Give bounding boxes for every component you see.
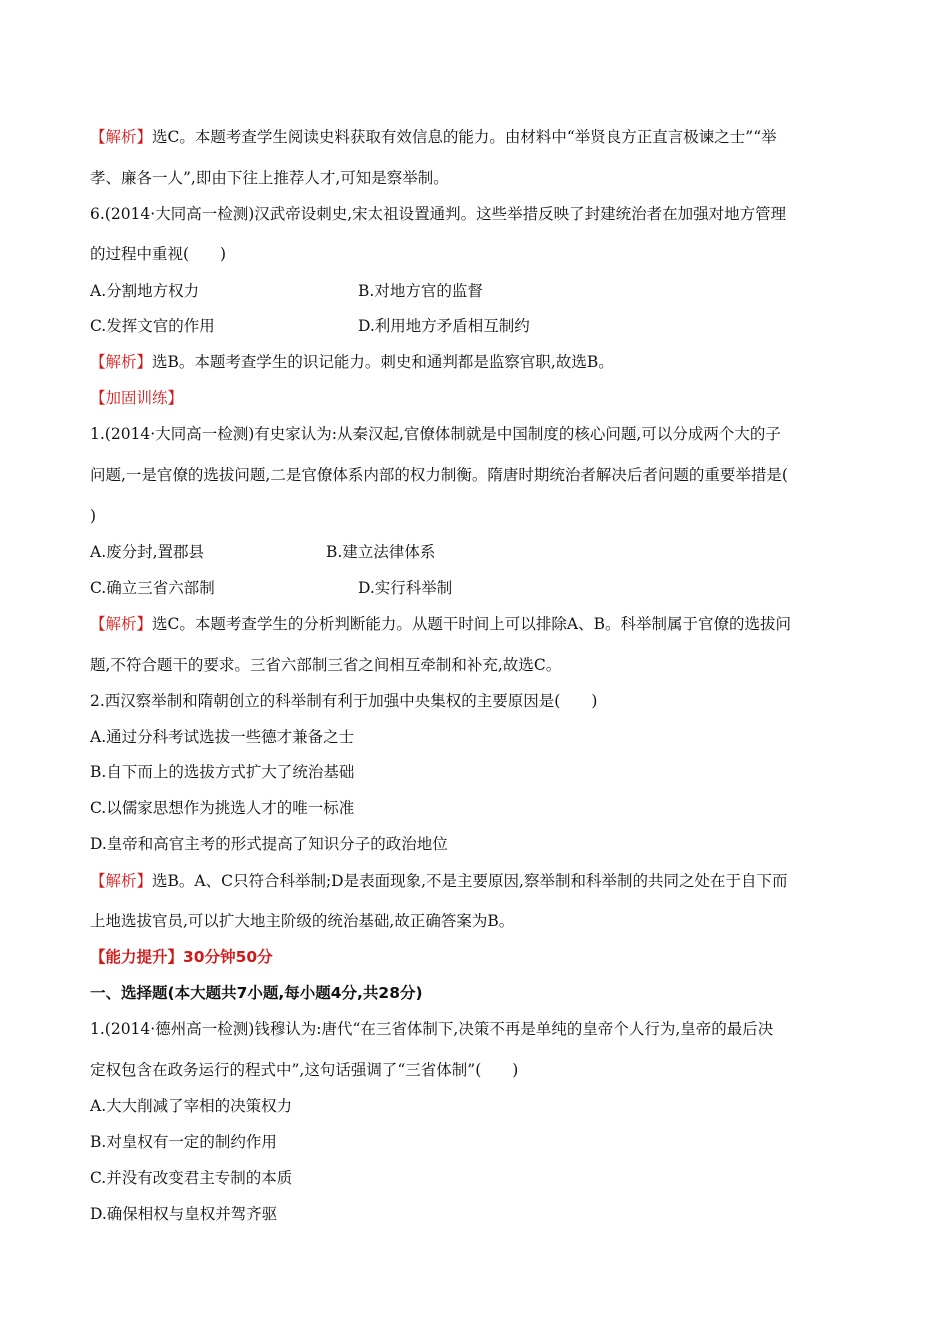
option-a: A.通过分科考试选拔一些德才兼备之士 [90,728,355,746]
ability-marker: 【能力提升】 [90,948,184,966]
option-b: B.对地方官的监督 [358,282,483,300]
option-c: C.发挥文官的作用 [90,317,215,335]
option-c: C.确立三省六部制 [90,579,215,597]
analysis-marker: 【解析】 [90,353,153,371]
analysis-line [90,871,787,891]
analysis-marker: 【解析】 [90,128,153,146]
option-d: D.确保相权与皇权并驾齐驱 [90,1205,278,1223]
analysis-line [90,614,791,634]
option-d: D.皇帝和高官主考的形式提高了知识分子的政治地位 [90,835,448,853]
analysis-continuation: 孝、廉各一人”,即由下往上推荐人才,可知是察举制。 [90,169,449,187]
question-stem-continuation: ) [90,507,97,525]
option-b: B.建立法律体系 [326,543,436,561]
option-a: A.废分封,置郡县 [90,543,205,561]
option-b: B.自下而上的选拔方式扩大了统治基础 [90,763,355,781]
question-stem-continuation: 的过程中重视( ) [90,245,227,263]
option-b: B.对皇权有一定的制约作用 [90,1133,277,1151]
analysis-line [90,352,614,372]
question-stem: 1.(2014·大同高一检测)有史家认为:从秦汉起,官僚体制就是中国制度的核心问题,可以分成两个大的子 [90,425,781,443]
option-d: D.实行科举制 [358,579,453,597]
question-stem-continuation: 定权包含在政务运行的程式中”,这句话强调了“三省体制”( ) [90,1061,519,1079]
option-a: A.分割地方权力 [90,282,200,300]
question-stem: 6.(2014·大同高一检测)汉武帝设刺史,宋太祖设置通判。这些举措反映了封建统治者在加强对地方管理 [90,205,787,223]
option-a: A.大大削减了宰相的决策权力 [90,1097,293,1115]
analysis-text: 选B。A、C只符合科举制;D是表面现象,不是主要原因,察举制和科举制的共同之处在于自下而 [152,872,788,890]
analysis-marker: 【解析】 [90,615,153,633]
option-c: C.以儒家思想作为挑选人才的唯一标准 [90,799,355,817]
analysis-continuation: 题,不符合题干的要求。三省六部制三省之间相互牵制和补充,故选C。 [90,656,562,674]
analysis-text: 选C。本题考查学生阅读史料获取有效信息的能力。由材料中“举贤良方正直言极谏之士”“举 [152,128,777,146]
reinforce-heading: 【加固训练】 [90,389,184,407]
analysis-line [90,127,777,147]
analysis-continuation: 上地选拔官员,可以扩大地主阶级的统治基础,故正确答案为B。 [90,912,515,930]
question-stem-continuation: 问题,一是官僚的选拔问题,二是官僚体系内部的权力制衡。隋唐时期统治者解决后者问题的重要举措是( [90,466,788,484]
ability-heading [90,947,273,967]
question-stem: 2.西汉察举制和隋朝创立的科举制有利于加强中央集权的主要原因是( ) [90,692,598,710]
analysis-text: 选C。本题考查学生的分析判断能力。从题干时间上可以排除A、B。科举制属于官僚的选拔问 [152,615,791,633]
analysis-marker: 【解析】 [90,872,153,890]
question-stem: 1.(2014·德州高一检测)钱穆认为:唐代“在三省体制下,决策不再是单纯的皇帝个人行为,皇帝的最后决 [90,1020,774,1038]
section-heading: 一、选择题(本大题共7小题,每小题4分,共28分) [90,984,423,1002]
analysis-text: 选B。本题考查学生的识记能力。刺史和通判都是监察官职,故选B。 [152,353,614,371]
option-d: D.利用地方矛盾相互制约 [358,317,530,335]
ability-time-score: 30分钟50分 [183,948,273,966]
option-c: C.并没有改变君主专制的本质 [90,1169,293,1187]
